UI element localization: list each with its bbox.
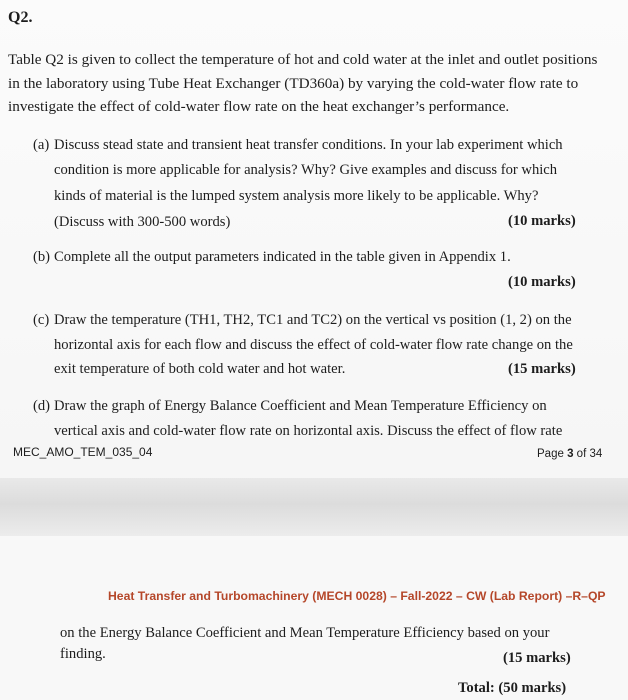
part-b-line: Complete all the output parameters indicated in the table given in Appendix 1. xyxy=(54,249,511,265)
page-current: 3 xyxy=(567,448,574,460)
part-d-line: finding. xyxy=(60,646,106,662)
document-code: MEC_AMO_TEM_035_04 xyxy=(13,445,153,459)
part-c-line: exit temperature of both cold water and hot water. xyxy=(54,361,346,377)
part-c-line: Draw the temperature (TH1, TH2, TC1 and TC2) on the vertical vs position (1, 2) on the xyxy=(54,312,572,328)
page-total: of 34 xyxy=(576,448,603,460)
part-d-line: Draw the graph of Energy Balance Coefficient and Mean Temperature Efficiency on xyxy=(54,398,547,414)
part-d-line: vertical axis and cold-water flow rate on horizontal axis. Discuss the effect of flow rate xyxy=(54,423,563,439)
page-gap xyxy=(0,478,628,536)
part-a-line: (Discuss with 300-500 words) xyxy=(54,214,231,230)
part-b-marks: (10 marks) xyxy=(508,274,576,290)
question-intro xyxy=(8,48,620,119)
total-marks: Total: (50 marks) xyxy=(458,680,567,696)
part-d-marks: (15 marks) xyxy=(503,650,571,666)
part-a-label: (a) xyxy=(33,137,50,153)
part-c-marks: (15 marks) xyxy=(508,361,576,377)
page-label: Page xyxy=(537,448,564,460)
running-header: Heat Transfer and Turbomachinery (MECH 0028) – Fall-2022 – CW (Lab Report) –R–QP xyxy=(108,589,606,603)
question-number: Q2. xyxy=(8,9,33,26)
intro-line: in the laboratory using Tube Heat Exchanger (TD360a) by varying the cold-water flow rate to xyxy=(8,74,579,92)
part-d-line: on the Energy Balance Coefficient and Mean Temperature Efficiency based on your xyxy=(60,625,550,641)
part-a-marks: (10 marks) xyxy=(508,213,576,229)
intro-line: investigate the effect of cold-water flow rate on the heat exchanger’s performance. xyxy=(8,98,510,115)
part-a-line: kinds of material is the lumped system analysis more likely to be applicable. Why? xyxy=(54,188,539,204)
page-number xyxy=(537,448,602,460)
document-page-4 xyxy=(0,536,628,700)
part-c-line: horizontal axis for each flow and discuss the effect of cold-water flow rate change on the xyxy=(54,337,573,353)
intro-line: Table Q2 is given to collect the temperature of hot and cold water at the inlet and outlet positions xyxy=(8,51,598,68)
part-a-line: condition is more applicable for analysis? Why? Give examples and discuss for which xyxy=(54,162,558,178)
part-c-label: (c) xyxy=(33,312,50,328)
part-b-label: (b) xyxy=(33,249,51,265)
part-a-line: Discuss stead state and transient heat transfer conditions. In your lab experiment which xyxy=(54,137,563,153)
part-d-label: (d) xyxy=(33,398,51,414)
